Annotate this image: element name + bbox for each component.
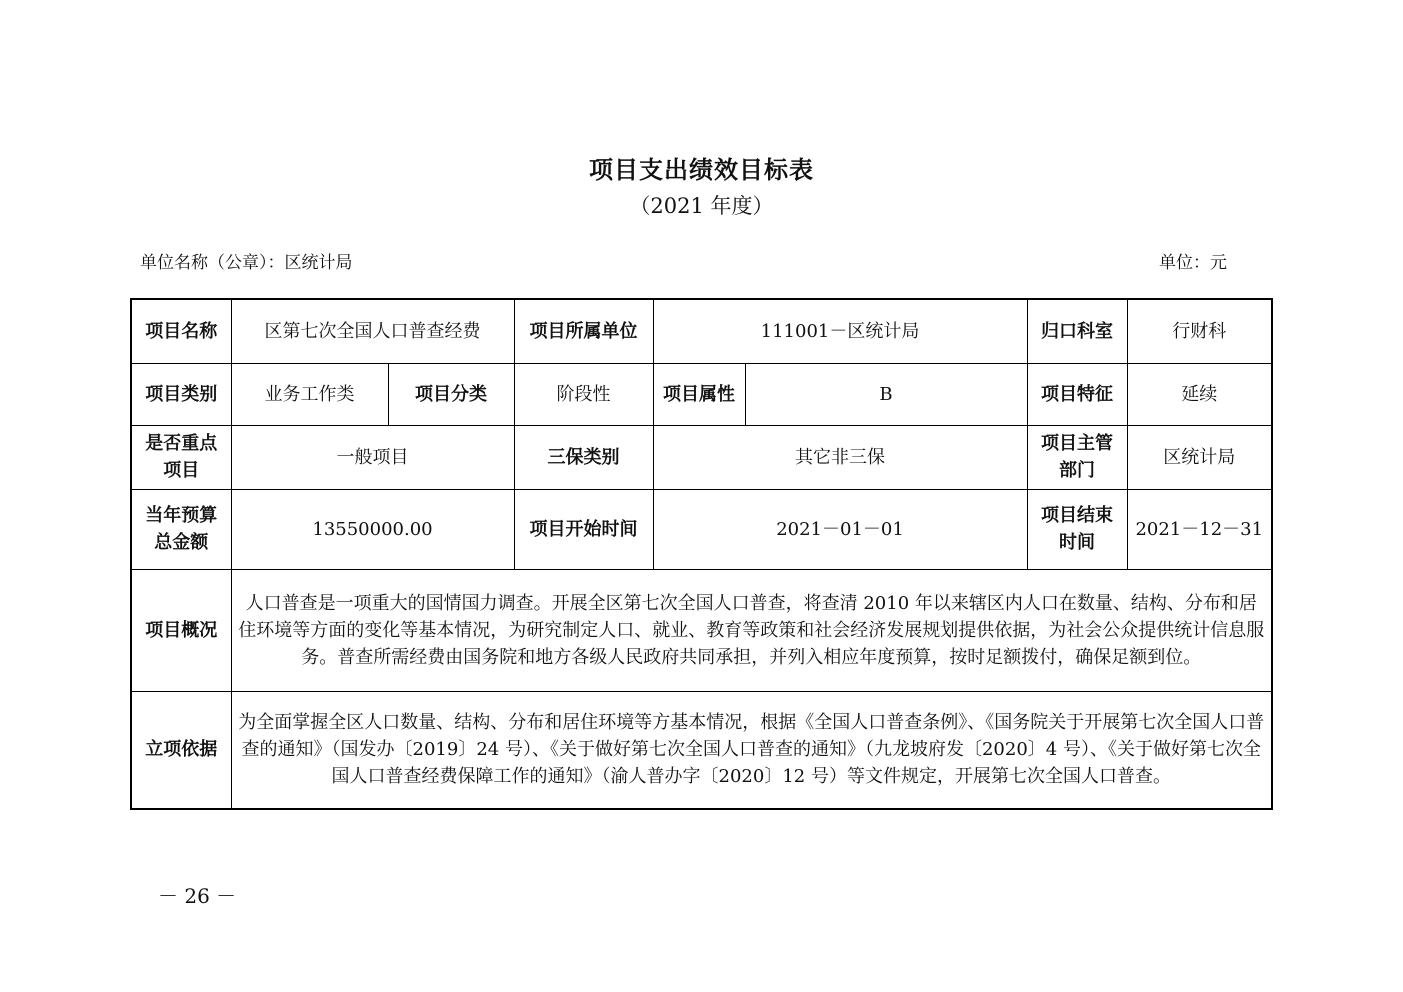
performance-target-table — [130, 298, 1273, 810]
project-feature-label: 项目特征 — [1027, 363, 1127, 425]
end-date-label: 项目结束时间 — [1027, 489, 1127, 569]
table-row — [131, 363, 1272, 425]
managing-department-value: 区统计局 — [1127, 425, 1272, 489]
annual-budget-label: 当年预算总金额 — [131, 489, 231, 569]
project-class-label: 项目分类 — [388, 363, 514, 425]
project-basis-text: 为全面掌握全区人口数量、结构、分布和居住环境等方基本情况，根据《全国人口普查条例》、《国务院关于开展第七次全国人口普查的通知》（国发办〔2019〕24 号）、《关于做好第七次全国人口普查的通知》（九龙坡府发〔2020〕4 号）、《关于做好第七次全国人口普查经费保障工作的通知》（渝人普办字〔2020〕12 号）等文件规定，开展第七次全国人口普查。 — [231, 691, 1272, 809]
start-date-label: 项目开始时间 — [514, 489, 653, 569]
department-label: 归口科室 — [1027, 299, 1127, 363]
table-row — [131, 569, 1272, 691]
project-attribute-label: 项目属性 — [653, 363, 745, 425]
project-category-value: 业务工作类 — [231, 363, 388, 425]
key-project-label: 是否重点项目 — [131, 425, 231, 489]
page-title: 项目支出绩效目标表 — [589, 156, 814, 184]
project-category-label: 项目类别 — [131, 363, 231, 425]
project-feature-value: 延续 — [1127, 363, 1272, 425]
unit-name: 单位名称（公章）：区统计局 — [140, 253, 353, 273]
project-name-value: 区第七次全国人口普查经费 — [231, 299, 514, 363]
end-date-value: 2021－12－31 — [1127, 489, 1272, 569]
project-attribute-value: B — [745, 363, 1027, 425]
project-unit-value: 111001－区统计局 — [653, 299, 1027, 363]
table-row — [131, 299, 1272, 363]
page-subtitle: （2021 年度） — [629, 194, 774, 218]
table-row — [131, 425, 1272, 489]
key-project-value: 一般项目 — [231, 425, 514, 489]
department-value: 行财科 — [1127, 299, 1272, 363]
guarantee-category-value: 其它非三保 — [653, 425, 1027, 489]
start-date-value: 2021－01－01 — [653, 489, 1027, 569]
project-name-label: 项目名称 — [131, 299, 231, 363]
table-row — [131, 489, 1272, 569]
managing-department-label: 项目主管部门 — [1027, 425, 1127, 489]
page-number: － 26 － — [158, 884, 237, 908]
project-unit-label: 项目所属单位 — [514, 299, 653, 363]
project-basis-label: 立项依据 — [131, 691, 231, 809]
table-row — [131, 691, 1272, 809]
project-class-value: 阶段性 — [514, 363, 653, 425]
guarantee-category-label: 三保类别 — [514, 425, 653, 489]
currency-unit: 单位：元 — [1159, 253, 1227, 273]
project-overview-label: 项目概况 — [131, 569, 231, 691]
annual-budget-value: 13550000.00 — [231, 489, 514, 569]
project-overview-text: 人口普查是一项重大的国情国力调查。开展全区第七次全国人口普查，将查清 2010 年以来辖区内人口在数量、结构、分布和居住环境等方面的变化等基本情况，为研究制定人口、就业、教育等政策和社会经济发展规划提供依据，为社会公众提供统计信息服务。普查所需经费由国务院和地方各级人民政府共同承担，并列入相应年度预算，按时足额拨付，确保足额到位。 — [231, 569, 1272, 691]
